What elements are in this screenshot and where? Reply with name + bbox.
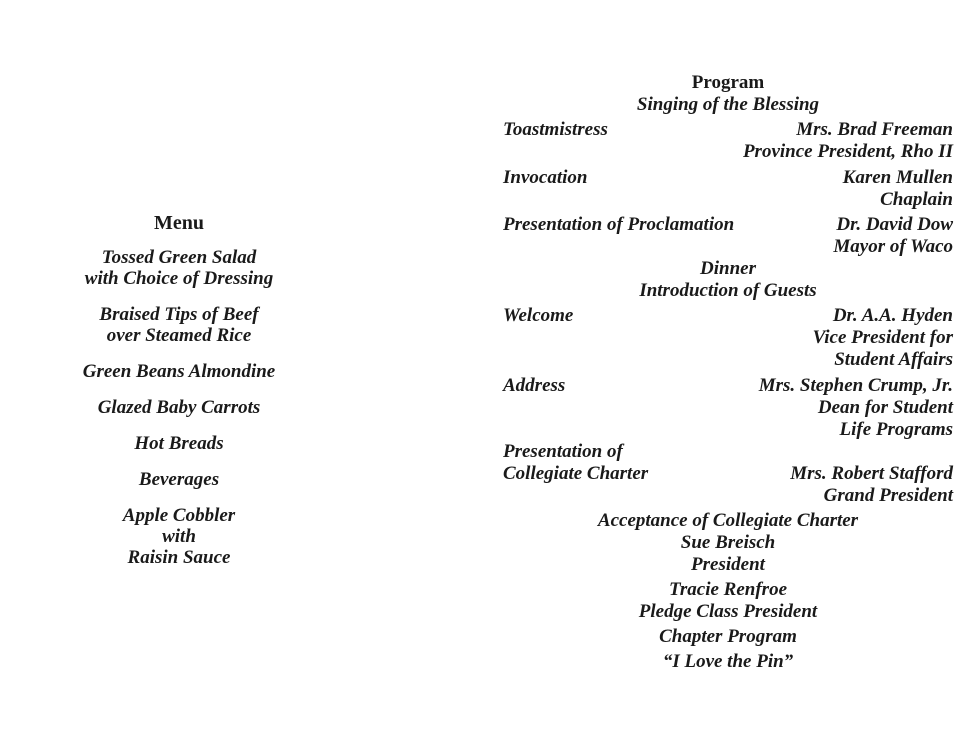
program-person-title: Vice President for bbox=[812, 327, 953, 348]
menu-item-line: Raisin Sauce bbox=[127, 547, 231, 568]
program-role: Presentation of bbox=[503, 441, 623, 462]
menu-item bbox=[50, 247, 308, 289]
program-role: Invocation bbox=[503, 167, 588, 188]
menu-section bbox=[50, 212, 308, 583]
program-person-title: Life Programs bbox=[839, 419, 953, 440]
menu-item-line: with Choice of Dressing bbox=[84, 268, 274, 289]
menu-item-line: Braised Tips of Beef bbox=[99, 304, 259, 325]
program-pin-song: “I Love the Pin” bbox=[662, 651, 794, 672]
program-person-title: Student Affairs bbox=[834, 349, 953, 370]
program-entry-address bbox=[503, 375, 953, 397]
program-role: Address bbox=[503, 375, 566, 396]
menu-item-line: Hot Breads bbox=[134, 433, 224, 454]
program-role: Presentation of Proclamation bbox=[503, 214, 735, 235]
menu-item-line: over Steamed Rice bbox=[106, 325, 252, 346]
menu-item-line: Apple Cobbler bbox=[122, 505, 236, 526]
menu-title: Menu bbox=[154, 212, 204, 234]
program-role: Toastmistress bbox=[503, 119, 608, 140]
program-acceptance: Acceptance of Collegiate Charter bbox=[597, 510, 859, 531]
program-entry-invocation bbox=[503, 167, 953, 189]
program-person-title: Pledge Class President bbox=[638, 601, 818, 622]
program-person: Karen Mullen bbox=[842, 167, 953, 188]
menu-item bbox=[50, 361, 308, 382]
menu-item-line: Glazed Baby Carrots bbox=[97, 397, 261, 418]
menu-item bbox=[50, 304, 308, 346]
program-person-title: Province President, Rho II bbox=[742, 141, 953, 162]
menu-item-line: Beverages bbox=[138, 469, 220, 490]
program-person-title: Grand President bbox=[823, 485, 953, 506]
program-person: Mrs. Stephen Crump, Jr. bbox=[758, 375, 953, 396]
program-role: Welcome bbox=[503, 305, 574, 326]
program-person: Tracie Renfroe bbox=[668, 579, 788, 600]
program-person: Dr. A.A. Hyden bbox=[832, 305, 953, 326]
menu-item bbox=[50, 397, 308, 418]
program-person-title: Chaplain bbox=[880, 189, 953, 210]
program-entry-toastmistress bbox=[503, 119, 953, 141]
menu-item-line: Tossed Green Salad bbox=[101, 247, 257, 268]
program-entry-proclamation bbox=[503, 214, 953, 236]
program-section bbox=[503, 72, 953, 673]
menu-item-line: Green Beans Almondine bbox=[82, 361, 276, 382]
program-blessing: Singing of the Blessing bbox=[636, 94, 820, 115]
program-title: Program bbox=[691, 72, 765, 93]
menu-item bbox=[50, 505, 308, 568]
menu-item-line: with bbox=[162, 526, 196, 547]
program-dinner: Dinner bbox=[700, 258, 756, 279]
program-chapter-program: Chapter Program bbox=[659, 626, 797, 647]
program-person: Sue Breisch bbox=[680, 532, 776, 553]
program-person: Mrs. Brad Freeman bbox=[796, 119, 953, 140]
program-person: Dr. David Dow bbox=[836, 214, 953, 235]
program-person-title: President bbox=[691, 554, 765, 575]
program-entry-charter bbox=[503, 463, 953, 485]
program-person: Mrs. Robert Stafford bbox=[790, 463, 953, 484]
program-role: Collegiate Charter bbox=[503, 463, 649, 484]
menu-item bbox=[50, 469, 308, 490]
program-entry-welcome bbox=[503, 305, 953, 327]
menu-item bbox=[50, 433, 308, 454]
program-guests: Introduction of Guests bbox=[639, 280, 817, 301]
program-person-title: Dean for Student bbox=[817, 397, 953, 418]
program-person-title: Mayor of Waco bbox=[833, 236, 953, 257]
